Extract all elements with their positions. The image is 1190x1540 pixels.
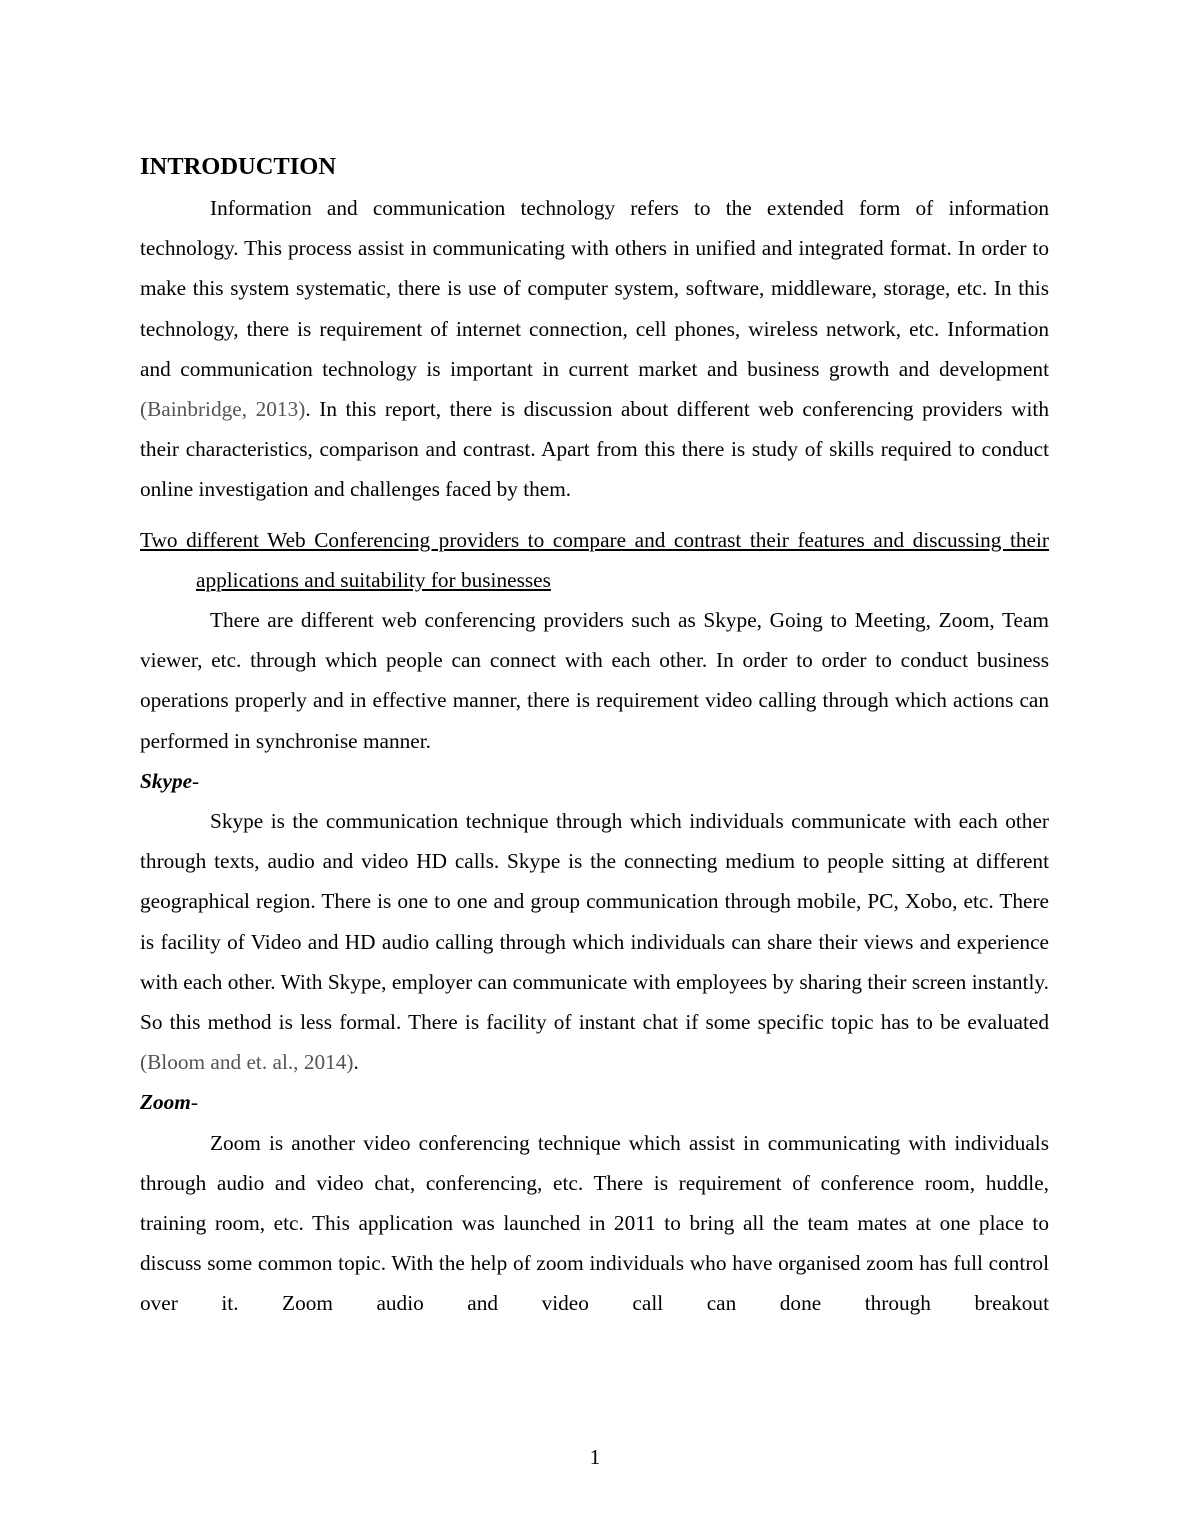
introduction-text-2: . In this report, there is discussion about different web conferencing providers with their characteristics, comparison and contrast. Apart from this there is study of skills required to conduct online investigation and challenges faced by them. [140,397,1050,502]
skype-label: Skype [140,768,193,793]
skype-text-1: Skype is the communication technique through which individuals communicate with each other through texts, audio and video HD calls. Skype is the connecting medium to people sitting at different geographical region. There is one to one and group communication through mobile, PC, Xobo, etc. There is facility of Video and HD audio calling through which individuals can share their views and experience with each other. With Skype, employer can communicate with employees by sharing their screen instantly. So this method is less formal. There is facility of instant chat if some specific topic has to be evaluated [140,809,1049,1035]
skype-heading [140,761,1049,801]
page-number: 1 [589,1445,601,1469]
introduction-heading: INTRODUCTION [140,153,337,180]
skype-paragraph [140,801,1049,1082]
skype-dash: - [192,768,200,793]
zoom-heading [140,1082,1049,1122]
citation-bainbridge: (Bainbridge, 2013) [140,397,306,422]
section-paragraph: There are different web conferencing providers such as Skype, Going to Meeting, Zoom, Team viewer, etc. through which people can connect with each other. In order to order to conduct business operations properly and in effective manner, there is requirement video calling through which actions can performed in synchronise manner. [140,608,1049,753]
document-page [140,150,1049,1324]
introduction-paragraph [140,188,1049,510]
zoom-dash: - [190,1090,198,1115]
section-heading: Two different Web Conferencing providers to compare and contrast their features and discussing their applications and suitability for businesses [140,527,1049,592]
citation-bloom: (Bloom and et. al., 2014) [140,1050,354,1075]
zoom-paragraph: Zoom is another video conferencing technique which assist in communicating with individuals through audio and video chat, conferencing, etc. There is requirement of conference room, huddle, training room, etc. This application was launched in 2011 to bring all the team mates at one place to discuss some common topic. With the help of zoom individuals who have organised zoom has full control over it. Zoom audio and video call can done through breakout [140,1130,1049,1316]
zoom-label: Zoom [140,1090,191,1115]
skype-text-2: . [353,1050,359,1075]
introduction-text-1: Information and communication technology refers to the extended form of information technology. This process assist in communicating with others in unified and integrated format. In order to make this system systematic, there is use of computer system, software, middleware, storage, etc. In this technology, there is requirement of internet connection, cell phones, wireless network, etc. Information and communication technology is important in current market and business growth and development [140,196,1049,381]
